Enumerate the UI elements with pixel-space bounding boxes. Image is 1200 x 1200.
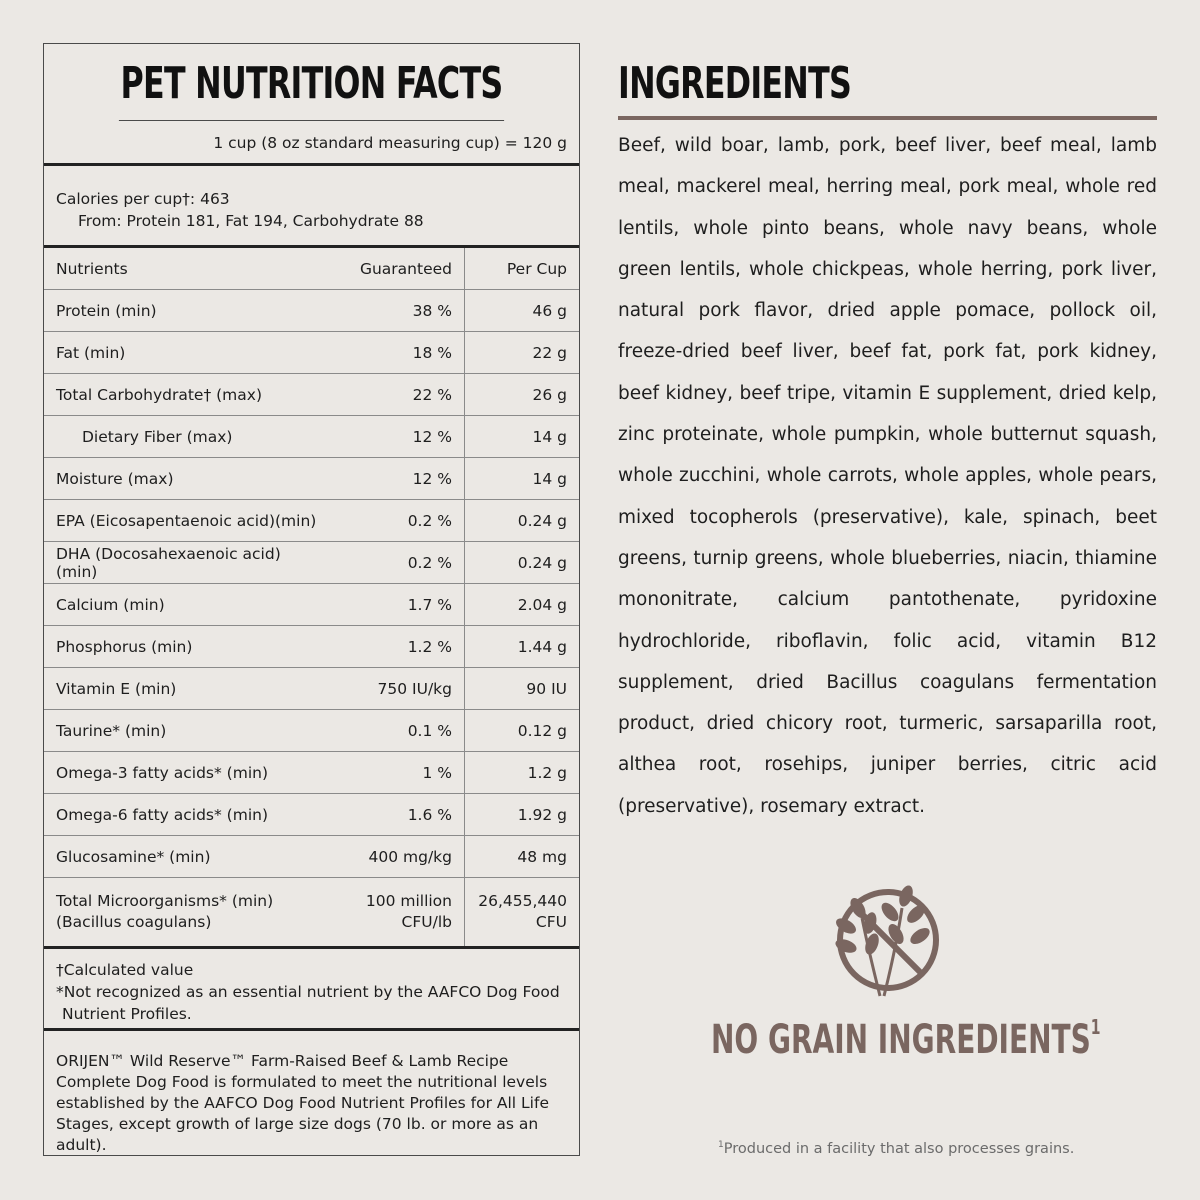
nutrient-name: DHA (Docosahexaenoic acid)(min) <box>44 542 332 584</box>
table-row <box>44 752 579 794</box>
guaranteed-value: 12 % <box>332 458 465 500</box>
note-aafco-2: Nutrient Profiles. <box>62 1005 192 1023</box>
guaranteed-value: 400 mg/kg <box>332 836 465 878</box>
guaranteed-value: 1.7 % <box>332 584 465 626</box>
header-nutrients: Nutrients <box>44 248 332 290</box>
guaranteed-value: 12 % <box>332 416 465 458</box>
per-cup-value: 14 g <box>465 416 580 458</box>
micro-name-line2: (Bacillus coagulans) <box>56 913 212 931</box>
header-per-cup: Per Cup <box>465 248 580 290</box>
table-row <box>44 542 579 584</box>
per-cup-value: 1.2 g <box>465 752 580 794</box>
table-row <box>44 836 579 878</box>
note-calculated: †Calculated value <box>56 961 194 979</box>
nutrient-name: Protein (min) <box>44 290 332 332</box>
nutrient-name: Calcium (min) <box>44 584 332 626</box>
nutrient-name <box>44 878 332 948</box>
per-cup-value: 48 mg <box>465 836 580 878</box>
ingredients-divider <box>618 116 1157 120</box>
per-cup-value <box>465 878 580 948</box>
nutrient-name: Vitamin E (min) <box>44 668 332 710</box>
per-cup-value: 14 g <box>465 458 580 500</box>
table-row-microorganisms <box>44 878 579 948</box>
micro-guaranteed-line2: CFU/lb <box>401 913 452 931</box>
micro-name-line1: Total Microorganisms* (min) <box>56 892 274 910</box>
per-cup-value: 0.24 g <box>465 542 580 584</box>
calories-block <box>44 166 579 248</box>
table-row <box>44 794 579 836</box>
no-grain-sup: 1 <box>1090 1015 1101 1039</box>
per-cup-value: 0.24 g <box>465 500 580 542</box>
guaranteed-value: 1 % <box>332 752 465 794</box>
table-header-row <box>44 248 579 290</box>
guaranteed-value: 750 IU/kg <box>332 668 465 710</box>
nutrition-facts-panel <box>43 43 580 1156</box>
micro-guaranteed-line1: 100 million <box>365 892 452 910</box>
nutrient-name: EPA (Eicosapentaenoic acid)(min) <box>44 500 332 542</box>
guaranteed-value: 1.6 % <box>332 794 465 836</box>
nutrient-name: Glucosamine* (min) <box>44 836 332 878</box>
footnote-text: Produced in a facility that also processes grains. <box>723 1140 1075 1157</box>
guaranteed-value: 18 % <box>332 332 465 374</box>
table-row <box>44 710 579 752</box>
footnote-sup: 1 <box>718 1140 724 1150</box>
per-cup-value: 1.92 g <box>465 794 580 836</box>
table-row <box>44 374 579 416</box>
footnotes <box>44 949 579 1031</box>
nutrition-title: PET NUTRITION FACTS <box>119 44 504 121</box>
micro-per-cup-line1: 26,455,440 <box>478 892 567 910</box>
guaranteed-value <box>332 878 465 948</box>
table-row <box>44 416 579 458</box>
table-row <box>44 500 579 542</box>
table-row <box>44 332 579 374</box>
nutrient-name: Omega-6 fatty acids* (min) <box>44 794 332 836</box>
per-cup-value: 26 g <box>465 374 580 416</box>
per-cup-value: 22 g <box>465 332 580 374</box>
per-cup-value: 90 IU <box>465 668 580 710</box>
table-row <box>44 290 579 332</box>
no-grain-label <box>711 1012 1101 1068</box>
guaranteed-value: 22 % <box>332 374 465 416</box>
nutrient-name: Taurine* (min) <box>44 710 332 752</box>
guaranteed-value: 0.1 % <box>332 710 465 752</box>
no-grain-text: NO GRAIN INGREDIENTS <box>711 1017 1091 1063</box>
per-cup-value: 46 g <box>465 290 580 332</box>
guaranteed-value: 0.2 % <box>332 542 465 584</box>
nutrient-name: Fat (min) <box>44 332 332 374</box>
table-row <box>44 626 579 668</box>
guaranteed-value: 1.2 % <box>332 626 465 668</box>
table-row <box>44 668 579 710</box>
micro-per-cup-line2: CFU <box>535 913 567 931</box>
note-aafco-1: *Not recognized as an essential nutrient by the AAFCO Dog Food <box>56 983 560 1001</box>
table-row <box>44 458 579 500</box>
nutrient-table <box>44 248 579 949</box>
per-cup-value: 1.44 g <box>465 626 580 668</box>
ingredients-list: Beef, wild boar, lamb, pork, beef liver, beef meal, lamb meal, mackerel meal, herring meal, pork meal, whole red lentils, whole pinto beans, whole navy beans, whole green lentils, whole chickpeas, whole herring, pork liver, natural pork flavor, dried apple pomace, pollock oil, freeze-dried beef liver, beef fat, pork fat, pork kidney, beef kidney, beef tripe, vitamin E supplement, dried kelp, zinc proteinate, whole pumpkin, whole butternut squash, whole zucchini, whole carrots, whole apples, whole pears, mixed tocopherols (preservative), kale, spinach, beet greens, turnip greens, whole blueberries, niacin, thiamine mononitrate, calcium pantothenate, pyridoxine hydrochloride, riboflavin, folic acid, vitamin B12 supplement, dried Bacillus coagulans fermentation product, dried chicory root, turmeric, sarsaparilla root, althea root, rosehips, juniper berries, citric acid (preservative), rosemary extract. <box>618 135 1157 817</box>
per-cup-value: 2.04 g <box>465 584 580 626</box>
nutrient-name: Omega-3 fatty acids* (min) <box>44 752 332 794</box>
nutrient-name: Dietary Fiber (max) <box>44 416 332 458</box>
no-grain-icon <box>832 878 944 998</box>
nutrient-name: Phosphorus (min) <box>44 626 332 668</box>
nutrient-name: Moisture (max) <box>44 458 332 500</box>
table-row <box>44 584 579 626</box>
nutrient-name: Total Carbohydrate† (max) <box>44 374 332 416</box>
per-cup-value: 0.12 g <box>465 710 580 752</box>
guaranteed-value: 0.2 % <box>332 500 465 542</box>
grain-footnote <box>718 1140 1074 1157</box>
serving-size: 1 cup (8 oz standard measuring cup) = 120 g <box>44 121 579 166</box>
header-guaranteed: Guaranteed <box>332 248 465 290</box>
calories-per-cup: Calories per cup†: 463 <box>56 190 230 208</box>
guaranteed-value: 38 % <box>332 290 465 332</box>
calories-from: From: Protein 181, Fat 194, Carbohydrate 88 <box>78 212 424 230</box>
ingredients-title: INGREDIENTS <box>618 58 852 109</box>
aafco-statement: ORIJEN™ Wild Reserve™ Farm-Raised Beef & Lamb Recipe Complete Dog Food is formulated to meet the nutritional levels established by the AAFCO Dog Food Nutrient Profiles for All Life Stages, except growth of large size dogs (70 lb. or more as an adult). <box>56 1052 549 1154</box>
